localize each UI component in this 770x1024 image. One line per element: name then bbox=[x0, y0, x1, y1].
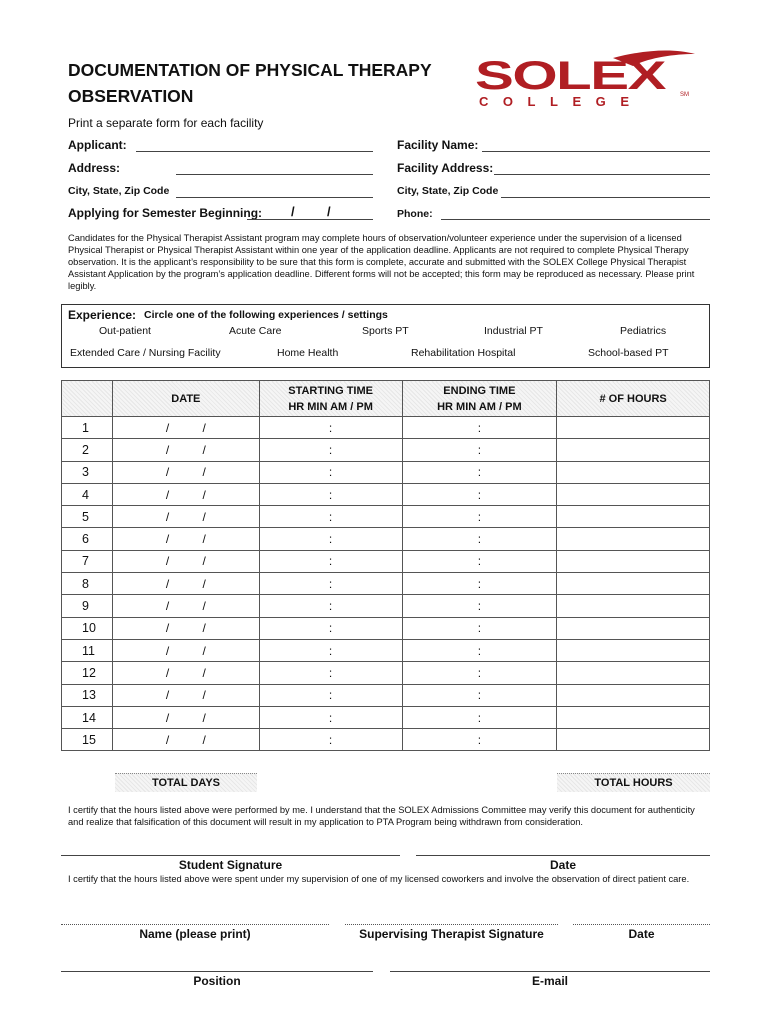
row-number: 6 bbox=[62, 528, 113, 550]
table-row bbox=[62, 506, 710, 528]
experience-home-health[interactable]: Home Health bbox=[277, 347, 339, 359]
header-end-time bbox=[402, 381, 557, 417]
header-start-time bbox=[259, 381, 402, 417]
experience-extended-care[interactable]: Extended Care / Nursing Facility bbox=[70, 347, 221, 359]
date-cell[interactable]: / / bbox=[112, 706, 259, 728]
date-cell[interactable]: / / bbox=[112, 528, 259, 550]
row-number: 4 bbox=[62, 483, 113, 505]
start-time-cell[interactable]: : bbox=[259, 506, 402, 528]
hours-cell[interactable] bbox=[557, 595, 710, 617]
header-date: DATE bbox=[112, 381, 259, 417]
student-certification: I certify that the hours listed above were performed by me. I understand that the SOLEX Admissions Committee may verify this document for authenticity and realize that falsification of this document will result in my application to PTA Program being withdrawn from consideration. bbox=[68, 805, 695, 827]
experience-box bbox=[61, 304, 710, 368]
experience-outpatient[interactable]: Out-patient bbox=[99, 325, 151, 337]
end-time-cell[interactable]: : bbox=[402, 550, 557, 572]
facility-address-label: Facility Address: bbox=[397, 161, 494, 175]
name-print-label: Name (please print) bbox=[139, 927, 251, 941]
header-hours: # OF HOURS bbox=[557, 381, 710, 417]
date-cell[interactable]: / / bbox=[112, 729, 259, 751]
hours-cell[interactable] bbox=[557, 417, 710, 439]
start-time-cell[interactable]: : bbox=[259, 417, 402, 439]
facility-address-field[interactable] bbox=[494, 174, 710, 175]
hours-cell[interactable] bbox=[557, 662, 710, 684]
logo-sub-text: COLLEGE bbox=[479, 94, 629, 109]
start-time-cell[interactable]: : bbox=[259, 528, 402, 550]
date-cell[interactable]: / / bbox=[112, 461, 259, 483]
email-label: E-mail bbox=[531, 974, 568, 988]
start-time-cell[interactable]: : bbox=[259, 639, 402, 661]
table-row bbox=[62, 595, 710, 617]
supervisor-date-field[interactable] bbox=[573, 924, 710, 925]
table-row bbox=[62, 461, 710, 483]
applicant-field[interactable] bbox=[136, 151, 373, 152]
experience-industrial-pt[interactable]: Industrial PT bbox=[484, 325, 543, 337]
start-time-cell[interactable]: : bbox=[259, 573, 402, 595]
row-number: 9 bbox=[62, 595, 113, 617]
facility-name-field[interactable] bbox=[482, 151, 710, 152]
table-row bbox=[62, 684, 710, 706]
start-time-cell[interactable]: : bbox=[259, 439, 402, 461]
table-row bbox=[62, 639, 710, 661]
end-time-cell[interactable]: : bbox=[402, 595, 557, 617]
table-row bbox=[62, 662, 710, 684]
facility-city-label: City, State, Zip Code bbox=[397, 185, 499, 197]
date-cell[interactable]: / / bbox=[112, 662, 259, 684]
semester-slash-2: / bbox=[327, 204, 331, 219]
end-time-cell[interactable]: : bbox=[402, 639, 557, 661]
hours-cell[interactable] bbox=[557, 439, 710, 461]
experience-pediatrics[interactable]: Pediatrics bbox=[620, 325, 667, 337]
student-date-field[interactable] bbox=[416, 855, 710, 856]
supervisor-certification: I certify that the hours listed above were spent under my supervision of one of my licensed coworkers and involve the observation of direct patient care. bbox=[68, 874, 690, 884]
total-days-label: TOTAL DAYS bbox=[115, 773, 257, 792]
date-cell[interactable]: / / bbox=[112, 595, 259, 617]
hours-cell[interactable] bbox=[557, 528, 710, 550]
hours-cell[interactable] bbox=[557, 729, 710, 751]
date-cell[interactable]: / / bbox=[112, 506, 259, 528]
hours-cell[interactable] bbox=[557, 550, 710, 572]
hours-cell[interactable] bbox=[557, 684, 710, 706]
city-state-zip-field[interactable] bbox=[176, 197, 373, 198]
subtitle: Print a separate form for each facility bbox=[68, 116, 264, 130]
end-time-cell[interactable]: : bbox=[402, 417, 557, 439]
date-cell[interactable]: / / bbox=[112, 573, 259, 595]
email-field[interactable] bbox=[390, 971, 710, 972]
table-row bbox=[62, 550, 710, 572]
experience-school-pt[interactable]: School-based PT bbox=[588, 347, 669, 359]
row-number: 2 bbox=[62, 439, 113, 461]
header-end-line1: ENDING TIME bbox=[443, 384, 516, 397]
experience-instruction: Circle one of the following experiences / settings bbox=[144, 309, 388, 321]
start-time-cell[interactable]: : bbox=[259, 662, 402, 684]
total-hours-label: TOTAL HOURS bbox=[557, 773, 710, 792]
date-cell[interactable]: / / bbox=[112, 483, 259, 505]
start-time-cell[interactable]: : bbox=[259, 706, 402, 728]
date-cell[interactable]: / / bbox=[112, 417, 259, 439]
end-time-cell[interactable]: : bbox=[402, 573, 557, 595]
end-time-cell[interactable]: : bbox=[402, 662, 557, 684]
logo-main-text: SOLEX bbox=[475, 54, 667, 98]
row-number: 1 bbox=[62, 417, 113, 439]
student-signature-label: Student Signature bbox=[178, 858, 283, 872]
header-start-line2: HR MIN AM / PM bbox=[288, 400, 373, 413]
table-row bbox=[62, 729, 710, 751]
solex-college-logo bbox=[473, 50, 698, 110]
name-print-field[interactable] bbox=[61, 924, 329, 925]
end-time-cell[interactable]: : bbox=[402, 684, 557, 706]
row-number: 8 bbox=[62, 573, 113, 595]
table-row bbox=[62, 483, 710, 505]
row-number: 10 bbox=[62, 617, 113, 639]
end-time-cell[interactable]: : bbox=[402, 506, 557, 528]
end-time-cell[interactable]: : bbox=[402, 528, 557, 550]
start-time-cell[interactable]: : bbox=[259, 483, 402, 505]
position-field[interactable] bbox=[61, 971, 373, 972]
table-row bbox=[62, 528, 710, 550]
start-time-cell[interactable]: : bbox=[259, 729, 402, 751]
row-number: 13 bbox=[62, 684, 113, 706]
hours-cell[interactable] bbox=[557, 506, 710, 528]
date-cell[interactable]: / / bbox=[112, 617, 259, 639]
semester-slash-1: / bbox=[291, 204, 295, 219]
row-number: 7 bbox=[62, 550, 113, 572]
experience-label: Experience: bbox=[68, 308, 137, 322]
hours-cell[interactable] bbox=[557, 483, 710, 505]
end-time-cell[interactable]: : bbox=[402, 461, 557, 483]
semester-field[interactable] bbox=[247, 219, 373, 220]
page-title: DOCUMENTATION OF PHYSICAL THERAPY OBSERVATION bbox=[68, 60, 432, 106]
table-row bbox=[62, 706, 710, 728]
end-time-cell[interactable]: : bbox=[402, 729, 557, 751]
end-time-cell[interactable]: : bbox=[402, 439, 557, 461]
student-date-label: Date bbox=[549, 858, 576, 872]
row-number: 5 bbox=[62, 506, 113, 528]
observation-log-table bbox=[61, 380, 710, 751]
row-number: 15 bbox=[62, 729, 113, 751]
date-cell[interactable]: / / bbox=[112, 684, 259, 706]
start-time-cell[interactable]: : bbox=[259, 550, 402, 572]
address-label: Address: bbox=[68, 161, 121, 175]
date-cell[interactable]: / / bbox=[112, 550, 259, 572]
date-cell[interactable]: / / bbox=[112, 439, 259, 461]
row-number: 14 bbox=[62, 706, 113, 728]
hours-cell[interactable] bbox=[557, 573, 710, 595]
city-state-zip-label: City, State, Zip Code bbox=[68, 185, 170, 197]
semester-label: Applying for Semester Beginning: bbox=[68, 206, 263, 220]
hours-cell[interactable] bbox=[557, 617, 710, 639]
facility-name-label: Facility Name: bbox=[397, 138, 479, 152]
table-header-row bbox=[62, 381, 710, 417]
position-label: Position bbox=[193, 974, 241, 988]
start-time-cell[interactable]: : bbox=[259, 684, 402, 706]
student-signature-field[interactable] bbox=[61, 855, 400, 856]
applicant-label: Applicant: bbox=[68, 138, 127, 152]
table-row bbox=[62, 417, 710, 439]
end-time-cell[interactable]: : bbox=[402, 706, 557, 728]
table-row bbox=[62, 439, 710, 461]
intro-paragraph: Candidates for the Physical Therapist Assistant program may complete hours of observation/volunteer experience under the supervision of a licensed Physical Therapist or Physical Therapist Assistant within one year of the application deadline. Applicants are not required to complete Physical Therapy observation. It is the applicant’s responsibility to be sure that this form is complete, accurate and submitted with the SOLEX College Physical Therapist Assistant Application by the program’s application deadline. Different forms will not be accepted; this form may be reproduced as necessary. Please print legibly. bbox=[68, 233, 695, 291]
header-end-line2: HR MIN AM / PM bbox=[437, 400, 522, 413]
experience-acute-care[interactable]: Acute Care bbox=[229, 325, 282, 337]
experience-sports-pt[interactable]: Sports PT bbox=[362, 325, 409, 337]
phone-field[interactable] bbox=[441, 219, 710, 220]
date-cell[interactable]: / / bbox=[112, 639, 259, 661]
supervisor-signature-field[interactable] bbox=[345, 924, 558, 925]
supervisor-date-label: Date bbox=[628, 927, 655, 941]
row-number: 3 bbox=[62, 461, 113, 483]
experience-rehab-hospital[interactable]: Rehabilitation Hospital bbox=[411, 347, 516, 359]
end-time-cell[interactable]: : bbox=[402, 617, 557, 639]
header-start-line1: STARTING TIME bbox=[288, 384, 373, 397]
table-row bbox=[62, 617, 710, 639]
start-time-cell[interactable]: : bbox=[259, 617, 402, 639]
hours-cell[interactable] bbox=[557, 706, 710, 728]
header-number bbox=[62, 381, 113, 417]
hours-cell[interactable] bbox=[557, 461, 710, 483]
start-time-cell[interactable]: : bbox=[259, 461, 402, 483]
supervisor-signature-label: Supervising Therapist Signature bbox=[359, 927, 544, 941]
row-number: 12 bbox=[62, 662, 113, 684]
address-field[interactable] bbox=[176, 174, 373, 175]
start-time-cell[interactable]: : bbox=[259, 595, 402, 617]
hours-cell[interactable] bbox=[557, 639, 710, 661]
facility-city-field[interactable] bbox=[501, 197, 710, 198]
row-number: 11 bbox=[62, 639, 113, 661]
logo-sm-mark: SM bbox=[680, 92, 689, 98]
end-time-cell[interactable]: : bbox=[402, 483, 557, 505]
phone-label: Phone: bbox=[397, 208, 433, 220]
table-row bbox=[62, 573, 710, 595]
